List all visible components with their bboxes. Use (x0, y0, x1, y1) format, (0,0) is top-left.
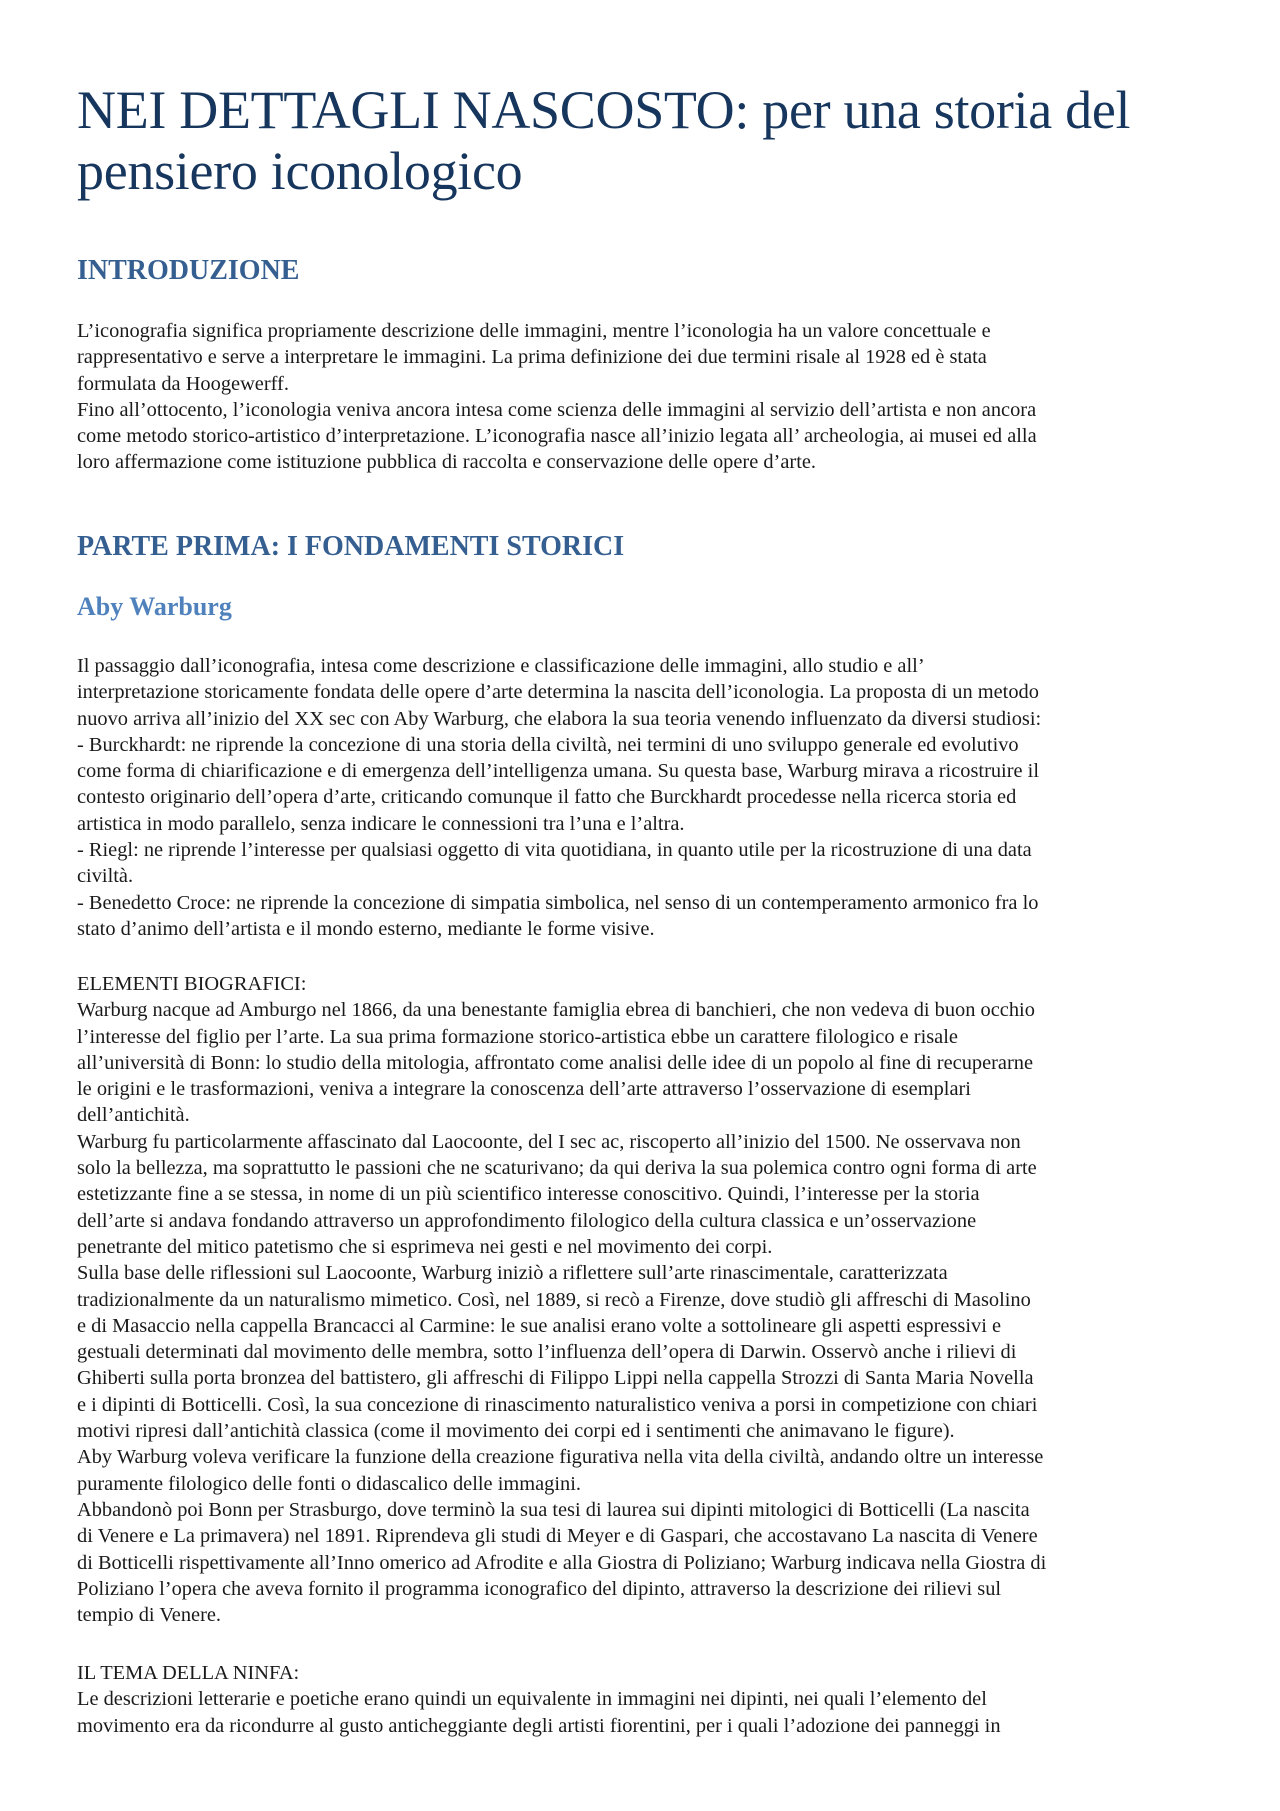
text-line: Warburg nacque ad Amburgo nel 1866, da una benestante famiglia ebrea di banchieri, che non vedeva di buon occhio (77, 999, 1035, 1022)
text-line: - Benedetto Croce: ne riprende la concezione di simpatia simbolica, nel senso di un contemperamento armonico fra lo (77, 891, 1039, 914)
text-line: IL TEMA DELLA NINFA: (77, 1662, 300, 1684)
text-line: Fino all’ottocento, l’iconologia veniva ancora intesa come scienza delle immagini al servizio dell’artista e non ancora (77, 398, 1037, 421)
text-line: formulata da Hoogewerff. (77, 372, 289, 395)
text-line: interpretazione storicamente fondata delle opere d’arte determina la nascita dell’iconologia. La proposta di un metodo (77, 681, 1039, 704)
text-line: - Riegl: ne riprende l’interesse per qualsiasi oggetto di vita quotidiana, in quanto utile per la ricostruzione di una data (77, 839, 1032, 862)
title-line: pensiero iconologico (77, 141, 523, 201)
heading-introduzione: INTRODUZIONE (77, 255, 300, 286)
title-line: NEI DETTAGLI NASCOSTO: per una storia del (77, 80, 1131, 140)
text-line: le origini e le trasformazioni, veniva a integrare la conoscenza dell’arte attraverso l’osservazione di esemplari (77, 1078, 971, 1101)
heading-aby-warburg: Aby Warburg (77, 592, 232, 621)
text-line: civiltà. (77, 865, 134, 888)
text-line: contesto originario dell’opera d’arte, criticando comunque il fatto che Burckhardt procedesse nella ricerca storia ed (77, 786, 1017, 809)
document-title (77, 80, 1212, 202)
text-line: come metodo storico-artistico d’interpretazione. L’iconografia nasce all’inizio legata all’ archeologia, ai musei ed alla (77, 425, 1037, 448)
text-line: dell’arte si andava fondando attraverso un approfondimento filologico della cultura classica e un’osservazione (77, 1209, 977, 1232)
text-line: Abbandonò poi Bonn per Strasburgo, dove terminò la sua tesi di laurea sui dipinti mitologici di Botticelli (La nascita (77, 1498, 1030, 1521)
ninfa-section (77, 1660, 1001, 1739)
text-line: loro affermazione come istituzione pubblica di raccolta e conservazione delle opere d’arte. (77, 451, 817, 474)
text-line: ELEMENTI BIOGRAFICI: (77, 973, 307, 995)
text-line: L’iconografia significa propriamente descrizione delle immagini, mentre l’iconologia ha un valore concettuale e (77, 320, 991, 342)
text-line: estetizzante fine a se stessa, in nome di un più scientifico interesse conoscitivo. Quindi, l’interesse per la storia (77, 1183, 980, 1206)
text-line: movimento era da ricondurre al gusto anticheggiante degli artisti fiorentini, per i quali l’adozione dei panneggi in (77, 1714, 1001, 1737)
text-line: stato d’animo dell’artista e il mondo esterno, mediante le forme visive. (77, 917, 655, 940)
text-line: come forma di chiarificazione e di emergenza dell’intelligenza umana. Su questa base, Warburg mirava a ricostruire il (77, 760, 1039, 783)
text-line: Aby Warburg voleva verificare la funzione della creazione figurativa nella vita della civiltà, andando oltre un interesse (77, 1446, 1044, 1469)
text-line: e i dipinti di Botticelli. Così, la sua concezione di rinascimento naturalistico veniva a porsi in competizione con chiari (77, 1393, 1038, 1416)
warburg-paragraph (77, 653, 1041, 942)
text-line: Warburg fu particolarmente affascinato dal Laocoonte, del I sec ac, riscoperto all’inizio del 1500. Ne osservava non (77, 1130, 1021, 1153)
text-line: penetrante del mitico patetismo che si esprimeva nei gesti e nel movimento dei corpi. (77, 1235, 773, 1258)
biografici-section (77, 971, 1046, 1628)
text-line: e di Masaccio nella cappella Brancacci al Carmine: le sue analisi erano volte a sottolineare gli aspetti espressivi e (77, 1314, 1002, 1337)
text-line: Ghiberti sulla porta bronzea del battistero, gli affreschi di Filippo Lippi nella cappella Strozzi di Santa Maria Novella (77, 1367, 1034, 1390)
text-line: di Venere e La primavera) nel 1891. Riprendeva gli studi di Meyer e di Gaspari, che accostavano La nascita di Venere (77, 1525, 1038, 1548)
text-line: gestuali determinati dal movimento delle membra, sotto l’influenza dell’opera di Darwin. Osservò anche i rilievi di (77, 1341, 1017, 1364)
text-line: di Botticelli rispettivamente all’Inno omerico ad Afrodite e alla Giostra di Poliziano; Warburg indicava nella Giostra di (77, 1551, 1047, 1574)
text-line: Le descrizioni letterarie e poetiche erano quindi un equivalente in immagini nei dipinti, nei quali l’elemento del (77, 1688, 987, 1711)
intro-paragraph (77, 318, 1037, 476)
text-line: tempio di Venere. (77, 1604, 222, 1627)
text-line: artistica in modo parallelo, senza indicare le connessioni tra l’una e l’altra. (77, 812, 685, 835)
text-line: nuovo arriva all’inizio del XX sec con Aby Warburg, che elabora la sua teoria venendo influenzato da diversi studiosi: (77, 707, 1042, 730)
text-line: dell’antichità. (77, 1104, 190, 1127)
heading-parte-prima: PARTE PRIMA: I FONDAMENTI STORICI (77, 531, 625, 562)
text-line: tradizionalmente da un naturalismo mimetico. Così, nel 1889, si recò a Firenze, dove studiò gli affreschi di Masolino (77, 1288, 1031, 1311)
text-line: puramente filologico delle fonti o didascalico delle immagini. (77, 1472, 581, 1495)
text-line: motivi ripresi dall’antichità classica (come il movimento dei corpi ed i sentimenti che animavano le figure). (77, 1420, 955, 1443)
text-line: rappresentativo e serve a interpretare le immagini. La prima definizione dei due termini risale al 1928 ed è stata (77, 346, 987, 369)
text-line: l’interesse del figlio per l’arte. La sua prima formazione storico-artistica ebbe un carattere filologico e risale (77, 1025, 958, 1048)
text-line: Poliziano l’opera che aveva fornito il programma iconografico del dipinto, attraverso la descrizione dei rilievi sul (77, 1577, 1002, 1600)
text-line: Sulla base delle riflessioni sul Laocoonte, Warburg iniziò a riflettere sull’arte rinascimentale, caratterizzata (77, 1262, 948, 1285)
text-line: - Burckhardt: ne riprende la concezione di una storia della civiltà, nei termini di uno sviluppo generale ed evolutivo (77, 733, 1019, 756)
text-line: solo la bellezza, ma soprattutto le passioni che ne scaturivano; da qui deriva la sua polemica contro ogni forma di arte (77, 1157, 1037, 1180)
document-page (77, 0, 1212, 1737)
text-line: Il passaggio dall’iconografia, intesa come descrizione e classificazione delle immagini, allo studio e all’ (77, 655, 925, 677)
text-line: all’università di Bonn: lo studio della mitologia, affrontato come analisi delle idee di un popolo al fine di recuperarne (77, 1051, 1034, 1074)
